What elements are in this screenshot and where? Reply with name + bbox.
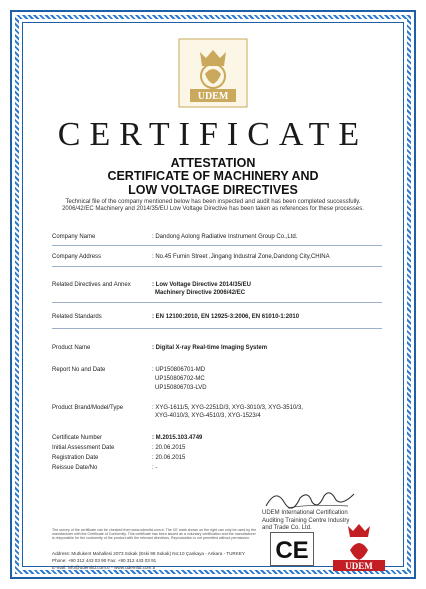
product-name-value: : Digital X-ray Real-time Imaging System <box>152 345 268 351</box>
standards-label: Related Standards <box>52 314 102 320</box>
address-line: Address: Mutlukent Mahallesi 2073 Sokak (Eski 98 Sokak) No:10 Çankaya - Ankara - TURKEY <box>52 551 245 556</box>
intro-text: Technical file of the company mentioned below has been inspected and audit has been completed successfully. 2006/42/EC Machinery and 2014/35/EU Low Voltage Directive has been taken as references for these processes. <box>62 199 364 212</box>
ce-mark-icon <box>270 532 314 566</box>
registration-date-value: : 20.06.2015 <box>152 455 186 461</box>
directive-heading-line2: LOW VOLTAGE DIRECTIVES <box>128 183 298 197</box>
initial-date-label: Initial Assessment Date <box>52 445 115 451</box>
signatory-line-1: UDEM International Certification <box>262 510 348 516</box>
divider <box>52 302 382 303</box>
email-line: E-mail: info@udemltd.com.tr - www.udemltd.com.tr <box>52 565 156 570</box>
attestation-heading: ATTESTATION <box>170 156 256 170</box>
report-value-1: : UP150806701-MD <box>152 367 206 373</box>
logo-brand-text: UDEM <box>345 561 373 571</box>
brand-model-value-1: : XYG-1611/5, XYG-2251D/3, XYG-3010/3, XYG-3510/3, <box>152 405 303 411</box>
divider <box>52 245 382 246</box>
certificate-title: CERTIFICATE <box>57 116 369 153</box>
standards-value: : EN 12100:2010, EN 12925-3:2006, EN 61010-1:2010 <box>152 314 300 320</box>
brand-model-label: Product Brand/Model/Type <box>52 405 124 411</box>
company-name-value: : Dandong Aolong Radiative Instrument Group Co.,Ltd. <box>152 234 298 240</box>
company-name-label: Company Name <box>52 234 96 240</box>
fine-print: The survey of the certificate can be checked from www.udemltd.com.tr. The CE mark shown on the right can only be used by the manufacturer with the Certificate of Conformity. This certificate has been issued as a voluntary certification and the manufacturer is responsible for the conformity of the product with the relevant directives. Reproduction is not permitted without permission. <box>52 528 257 541</box>
lion-icon <box>350 543 368 560</box>
certificate-number-value: : M.2015.103.4749 <box>152 435 203 441</box>
directives-label: Related Directives and Annex <box>52 282 131 288</box>
company-address-label: Company Address <box>52 254 102 260</box>
brand-model-value-2: XYG-4010/3, XYG-4510/3, XYG-1523/4 <box>155 413 261 419</box>
reissue-date-value: : - <box>152 465 158 471</box>
directive-heading-line1: CERTIFICATE OF MACHINERY AND <box>107 169 319 183</box>
crown-icon <box>348 524 370 537</box>
divider <box>52 328 382 329</box>
product-name-label: Product Name <box>52 345 91 351</box>
directives-value-2: Machinery Directive 2006/42/EC <box>155 290 246 296</box>
ce-mark-text: CE <box>275 537 309 564</box>
report-value-3: UP150806703-LVD <box>155 385 207 391</box>
directives-value-1: : Low Voltage Directive 2014/35/EU <box>152 282 251 288</box>
phone-line: Phone: +90 312 443 03 90 Fax: +90 312 443 03 91 <box>52 558 157 563</box>
udem-logo-top <box>178 38 248 108</box>
report-label: Report No and Date <box>52 367 106 373</box>
certificate-number-label: Certificate Number <box>52 435 103 441</box>
divider <box>52 266 382 267</box>
signature <box>258 484 358 512</box>
udem-logo-bottom <box>330 520 388 572</box>
registration-date-label: Registration Date <box>52 455 99 461</box>
signatory-line-2: Auditing Training Centre Industry <box>262 517 350 524</box>
signatory-line-3: and Trade Co. Ltd. <box>262 525 312 531</box>
logo-brand-text: UDEM <box>197 91 229 102</box>
report-value-2: UP150806702-MC <box>155 376 205 382</box>
reissue-date-label: Reissue Date/No <box>52 465 98 471</box>
initial-date-value: : 20.06.2015 <box>152 445 186 451</box>
company-address-value: : No.45 Fumin Street ,Jingang Industral Zone,Dandong City,CHINA <box>152 254 330 260</box>
